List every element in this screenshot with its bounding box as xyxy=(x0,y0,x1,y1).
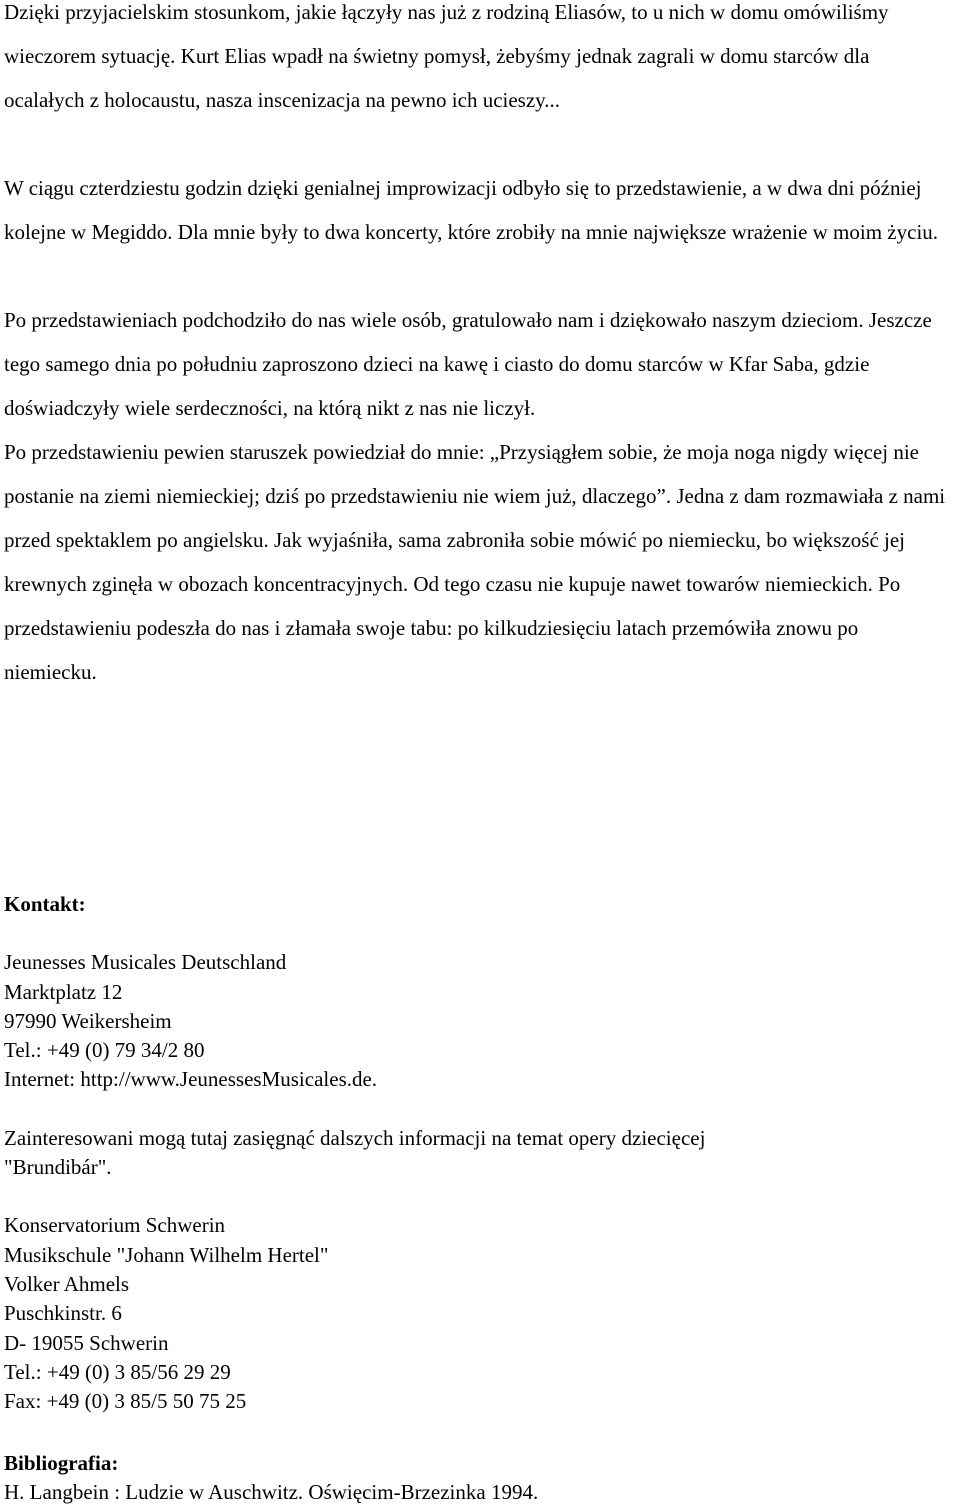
story-text xyxy=(4,0,954,694)
org-city: D- 19055 Schwerin xyxy=(4,1330,169,1355)
paragraph-megiddo: W ciągu czterdziestu godzin dzięki genialnej improwizacji odbyło się to przedstawienie, a w dwa dni później kolejne w Megiddo. Dla mnie były to dwa koncerty, które zrobiły na mnie największe wrażenie w moim życiu. xyxy=(4,176,939,244)
contact-heading: Kontakt: xyxy=(4,892,86,916)
contact-konservatorium-schwerin xyxy=(4,1211,954,1416)
contact-note xyxy=(4,1124,954,1183)
bibliography-entry: H. Langbein : Ludzie w Auschwitz. Oświęcim-Brzezinka 1994. xyxy=(4,1480,539,1505)
paragraph-eliasow: Dzięki przyjacielskim stosunkom, jakie łączyły nas już z rodziną Eliasów, to u nich w domu omówiliśmy wieczorem sytuację. Kurt Elias wpadł na świetny pomysł, żebyśmy jednak zagrali w domu starców dla ocalałych z holocaustu, nasza inscenizacja na pewno ich ucieszy... xyxy=(4,0,889,112)
org-person: Volker Ahmels xyxy=(4,1271,130,1296)
bibliography-heading: Bibliografia: xyxy=(4,1451,119,1475)
org-city: 97990 Weikersheim xyxy=(4,1008,172,1033)
org-street: Puschkinstr. 6 xyxy=(4,1301,122,1326)
org-name: Konservatorium Schwerin xyxy=(4,1213,226,1238)
note-line-1: Zainteresowani mogą tutaj zasięgnąć dalszych informacji na temat opery dziecięcej xyxy=(4,1125,706,1150)
bibliography-section xyxy=(4,1449,954,1508)
note-line-2: "Brundibár". xyxy=(4,1155,112,1180)
org-website: Internet: http://www.JeunessesMusicales.de. xyxy=(4,1067,378,1092)
contact-jeunesses-musicales xyxy=(4,948,954,1094)
org-name: Jeunesses Musicales Deutschland xyxy=(4,950,287,975)
org-school: Musikschule "Johann Wilhelm Hertel" xyxy=(4,1242,329,1267)
org-phone: Tel.: +49 (0) 79 34/2 80 xyxy=(4,1038,205,1063)
paragraph-kfar-saba: Po przedstawieniach podchodziło do nas wiele osób, gratulowało nam i dziękowało naszym dzieciom. Jeszcze tego samego dnia po południu zaproszono dzieci na kawę i ciasto do domu starców w Kfar Saba, gdzie doświadczyły wiele serdeczności, na którą nikt z nas nie liczył. xyxy=(4,308,932,420)
org-street: Marktplatz 12 xyxy=(4,979,123,1004)
org-fax: Fax: +49 (0) 3 85/5 50 75 25 xyxy=(4,1389,247,1414)
org-phone: Tel.: +49 (0) 3 85/56 29 29 xyxy=(4,1359,231,1384)
paragraph-staruszek: Po przedstawieniu pewien staruszek powiedział do mnie: „Przysiągłem sobie, że moja noga nigdy więcej nie postanie na ziemi niemieckiej; dziś po przedstawieniu nie wiem już, dlaczego”. Jedna z dam rozmawiała z nami przed spektaklem po angielsku. Jak wyjaśniła, sama zabroniła sobie mówić po niemiecku, bo większość jej krewnych zginęła w obozach koncentracyjnych. Od tego czasu nie kupuje nawet towarów niemieckich. Po przedstawieniu podeszła do nas i złamała swoje tabu: po kilkudziesięciu latach przemówiła znowu po niemiecku. xyxy=(4,440,946,684)
contact-section xyxy=(4,890,954,1416)
